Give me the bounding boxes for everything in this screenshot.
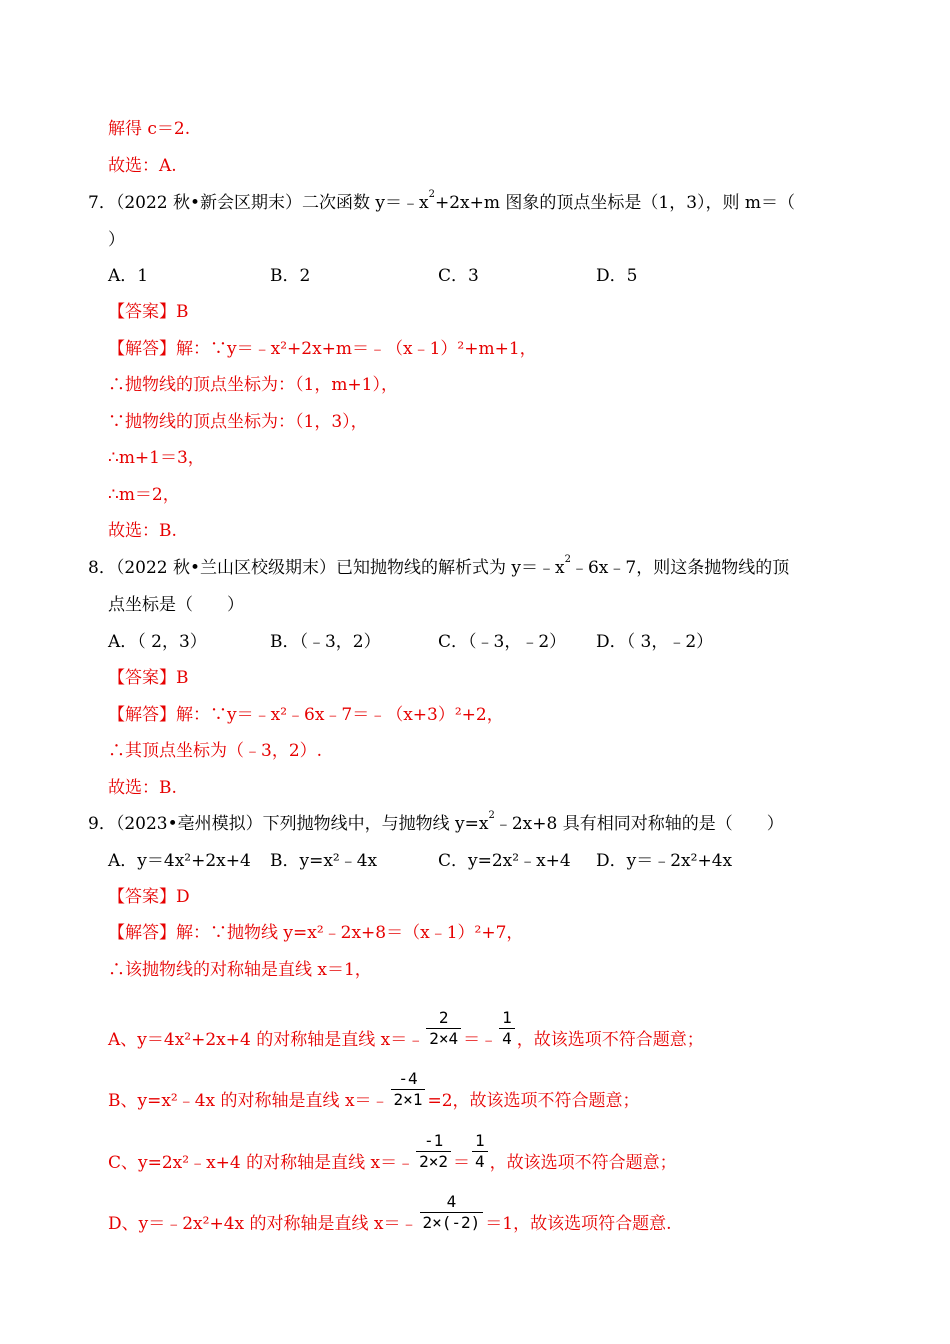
fraction: $\frac{4}{2\times(-2)}$ [420, 1192, 484, 1233]
fraction: $\frac{2}{2\times 4}$ [426, 1008, 461, 1049]
q7-option-c: C．3 [438, 266, 479, 286]
fraction: $\frac{-1}{2\times 2}$ [416, 1131, 451, 1172]
fraction: $\frac{-4}{2\times 1}$ [391, 1069, 426, 1110]
q9-option-b: B．y=x²﹣4x [270, 851, 378, 871]
q7-stem: 7．（2022 秋•新会区期末）二次函数 $y=﹣x^2+2x+m$ 图象的顶点坐标是（1，3），则 m＝（ [88, 189, 796, 213]
q8-option-d: D．（ 3，﹣2） [596, 632, 714, 652]
q8-sol-2: ∴其顶点坐标为（﹣3，2）. [108, 741, 323, 761]
q7-sol-6: 故选：B. [108, 521, 177, 541]
q9-stem: 9．（2023•亳州模拟）下列抛物线中，与抛物线 $y=x^2﹣2x+8$ 具有相同对称轴的是（ ） [88, 810, 784, 834]
q8-option-c: C．（﹣3，﹣2） [438, 632, 567, 652]
q9-option-d: D．y＝﹣2x²+4x [596, 851, 733, 871]
q9-analysis-d: D、y＝﹣2x²+4x 的对称轴是直线 x＝﹣ $\frac{4}{2\times(-2)}$ ＝1，故该选项符合题意. [108, 1192, 672, 1234]
q7-sol-2: ∴抛物线的顶点坐标为：（1，m+1）， [108, 375, 398, 395]
q8-option-a: A．（ 2，3） [108, 632, 207, 652]
fraction: $\frac{1}{4}$ [472, 1131, 488, 1172]
q8-stem: 8．（2022 秋•兰山区校级期末）已知抛物线的解析式为 $y=﹣x^2﹣6x﹣7$，则这条抛物线的顶 [88, 554, 790, 578]
q9-option-a: A．y＝4x²+2x+4 [108, 851, 251, 871]
q7-option-d: D．5 [596, 266, 638, 286]
q7-answer: 【答案】B [108, 302, 189, 322]
q8-sol-1: 【解答】解：∵y＝﹣x²﹣6x﹣7＝﹣（x+3）²+2， [108, 705, 504, 725]
q8-sol-3: 故选：B. [108, 778, 177, 798]
q9-sol-1: 【解答】解：∵抛物线 y=x²﹣2x+8＝（x﹣1）²+7， [108, 923, 524, 943]
q7-sol-3: ∵抛物线的顶点坐标为：（1，3）， [108, 412, 368, 432]
q9-analysis-a: A、y＝4x²+2x+4 的对称轴是直线 x＝﹣ $\frac{2}{2\times 4}$ ＝﹣ $\frac{1}{4}$ ，故该选项不符合题意； [108, 1008, 704, 1050]
q7-sol-4: ∴m+1＝3， [108, 448, 205, 468]
q8-stem-cont: 点坐标是（ ） [108, 595, 244, 615]
q9-answer: 【答案】D [108, 887, 190, 907]
q8-option-b: B．（﹣3，2） [270, 632, 381, 652]
q7-sol-5: ∴m＝2， [108, 485, 180, 505]
prev-choice: 故选：A. [108, 156, 177, 176]
fraction: $\frac{1}{4}$ [499, 1008, 515, 1049]
q7-stem-close: ） [108, 230, 125, 250]
q9-sol-2: ∴该抛物线的对称轴是直线 x＝1， [108, 960, 372, 980]
q7-sol-1: 【解答】解：∵y＝﹣x²+2x+m＝﹣（x﹣1）²+m+1， [108, 339, 537, 359]
q9-option-c: C．y=2x²﹣x+4 [438, 851, 571, 871]
prev-result: 解得 c＝2. [108, 119, 191, 139]
q7-option-a: A．1 [108, 266, 149, 286]
q7-option-b: B．2 [270, 266, 311, 286]
q9-analysis-c: C、y=2x²﹣x+4 的对称轴是直线 x＝﹣ $\frac{-1}{2\times 2}$ ＝ $\frac{1}{4}$ ，故该选项不符合题意； [108, 1131, 677, 1173]
q9-analysis-b: B、y=x²﹣4x 的对称轴是直线 x＝﹣ $\frac{-4}{2\times 1}$ =2，故该选项不符合题意； [108, 1069, 640, 1111]
q8-answer: 【答案】B [108, 668, 189, 688]
